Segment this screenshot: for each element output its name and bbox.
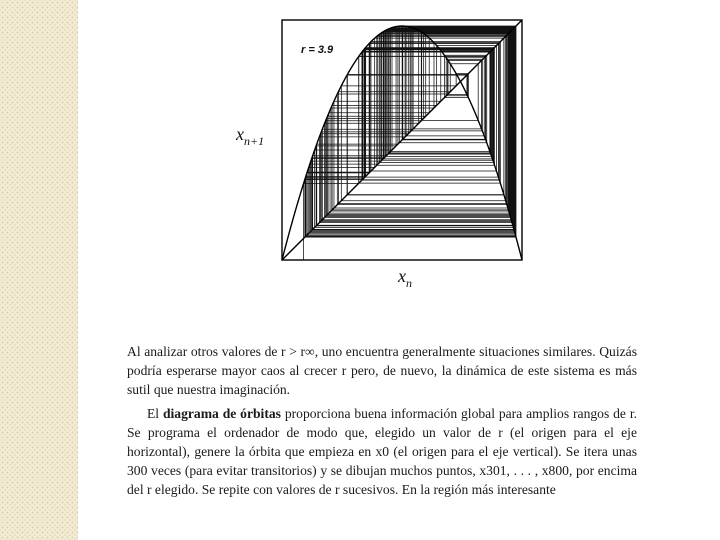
- y-axis-label: $x_{n+1}$: [236, 124, 265, 148]
- r-value-label: r = 3.9: [301, 44, 334, 56]
- term-orbit-diagram: diagrama de órbitas: [162, 406, 281, 422]
- body-text: [127, 343, 637, 499]
- decorative-side-strip: [0, 0, 78, 540]
- cobweb-orbit: [304, 26, 516, 260]
- paragraph-1: Al analizar otros valores de r > r∞, uno encuentra generalmente situaciones similares. Quizás podría esperarse mayor caos al crecer r pero, de nuevo, la dinámica de este sistema es más sutil que nuestra imaginación.: [127, 344, 637, 397]
- paragraph-2: El diagrama de órbitas proporciona buena información global para amplios rangos de r. Se programa el ordenador de modo que, elegido un valor de r (el origen para el eje horizontal), genere la órbita que empieza en x0 (el origen para el eje vertical). Se itera unas 300 veces (para evitar transitorios) y se dibujan muchos puntos, x301, . . . , x800, por encima del r elegido. Se repite con valores de r sucesivos. En la región más interesante: [127, 406, 637, 497]
- x-axis-label: $x_n$: [398, 266, 412, 290]
